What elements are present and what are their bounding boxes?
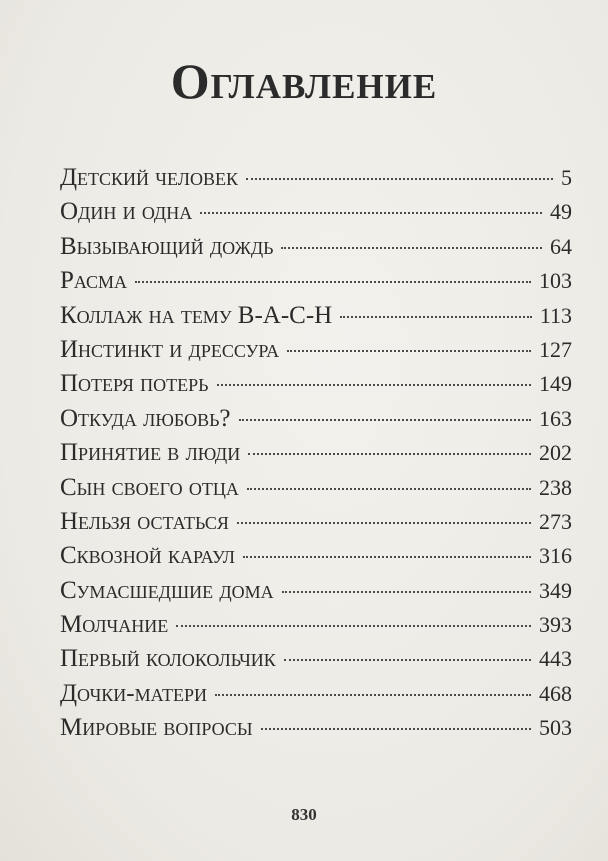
toc-entry [60,714,572,748]
toc-entry-page: 443 [539,646,572,672]
toc-entry-page: 113 [539,302,572,328]
dot-leader [135,281,531,283]
toc-entry [60,302,572,336]
toc-entry [60,474,572,508]
toc-entry-page: 49 [550,199,572,225]
toc-entry [60,439,572,473]
dot-leader [287,350,531,352]
toc-entry [60,542,572,576]
toc-entry [60,164,572,198]
toc-entry [60,680,572,714]
toc-entry-title: Принятие в люди [60,439,241,467]
dot-leader [248,453,531,455]
toc-entry [60,577,572,611]
dot-leader [284,659,531,661]
toc-entry [60,645,572,679]
toc-entry-page: 149 [539,371,572,397]
toc-entry-title: Потеря потерь [60,370,209,398]
toc-entry-page: 202 [539,440,572,466]
toc-entry [60,198,572,232]
toc-entry [60,267,572,301]
dot-leader [246,178,553,180]
toc-entry-title: Сумасшедшие дома [60,576,274,604]
toc-entry-title: Вызывающий дождь [60,232,274,260]
toc-entry-page: 273 [539,508,572,534]
dot-leader [217,384,531,386]
toc-entry-page: 468 [539,680,572,706]
dot-leader [261,728,531,730]
toc-entry-page: 393 [539,612,572,638]
toc-entry [60,336,572,370]
dot-leader [176,625,531,627]
page-number: 830 [291,805,317,824]
toc-entry-title: Дочки-матери [60,679,208,707]
toc-entry-page: 103 [539,268,572,294]
toc-entry-title: Первый колокольчик [60,645,276,673]
dot-leader [281,247,542,249]
toc-entry [60,370,572,404]
toc-entry-page: 349 [539,577,572,603]
toc-entry-title: Детский человек [60,164,238,191]
dot-leader [237,522,531,524]
toc-entry-page: 64 [550,233,572,259]
toc-entry [60,405,572,439]
dot-leader [247,488,531,490]
toc-entry-title: Инстинкт и дрессура [60,335,280,363]
toc-entry [60,233,572,267]
toc-entry-page: 316 [539,543,572,569]
toc-entry-page: 127 [539,336,572,362]
toc-entry-title: Сквозной караул [60,542,236,570]
page-title: Оглавление [170,53,438,109]
toc-entry-page: 238 [539,474,572,500]
toc-entry-title: Расма [60,267,128,295]
toc-entry-page: 163 [539,405,572,431]
dot-leader [215,694,531,696]
toc-entry-title: Откуда любовь? [60,404,231,432]
toc-entry-title: Сын своего отца [60,473,239,501]
dot-leader [243,556,531,558]
toc-entry-title: Молчание [60,611,169,639]
dot-leader [200,212,542,214]
dot-leader [340,316,532,318]
toc-entry-title: Нельзя остаться [60,507,229,535]
toc-entry-page: 503 [539,715,572,741]
toc-entry-page: 5 [561,165,572,190]
dot-leader [239,419,531,421]
toc-entry-title: Коллаж на тему B-A-C-H [60,301,333,329]
dot-leader [282,591,531,593]
toc-entry [60,508,572,542]
table-of-contents [60,164,572,749]
toc-entry-title: Мировые вопросы [60,714,253,742]
toc-entry [60,611,572,645]
toc-entry-title: Один и одна [60,198,193,226]
